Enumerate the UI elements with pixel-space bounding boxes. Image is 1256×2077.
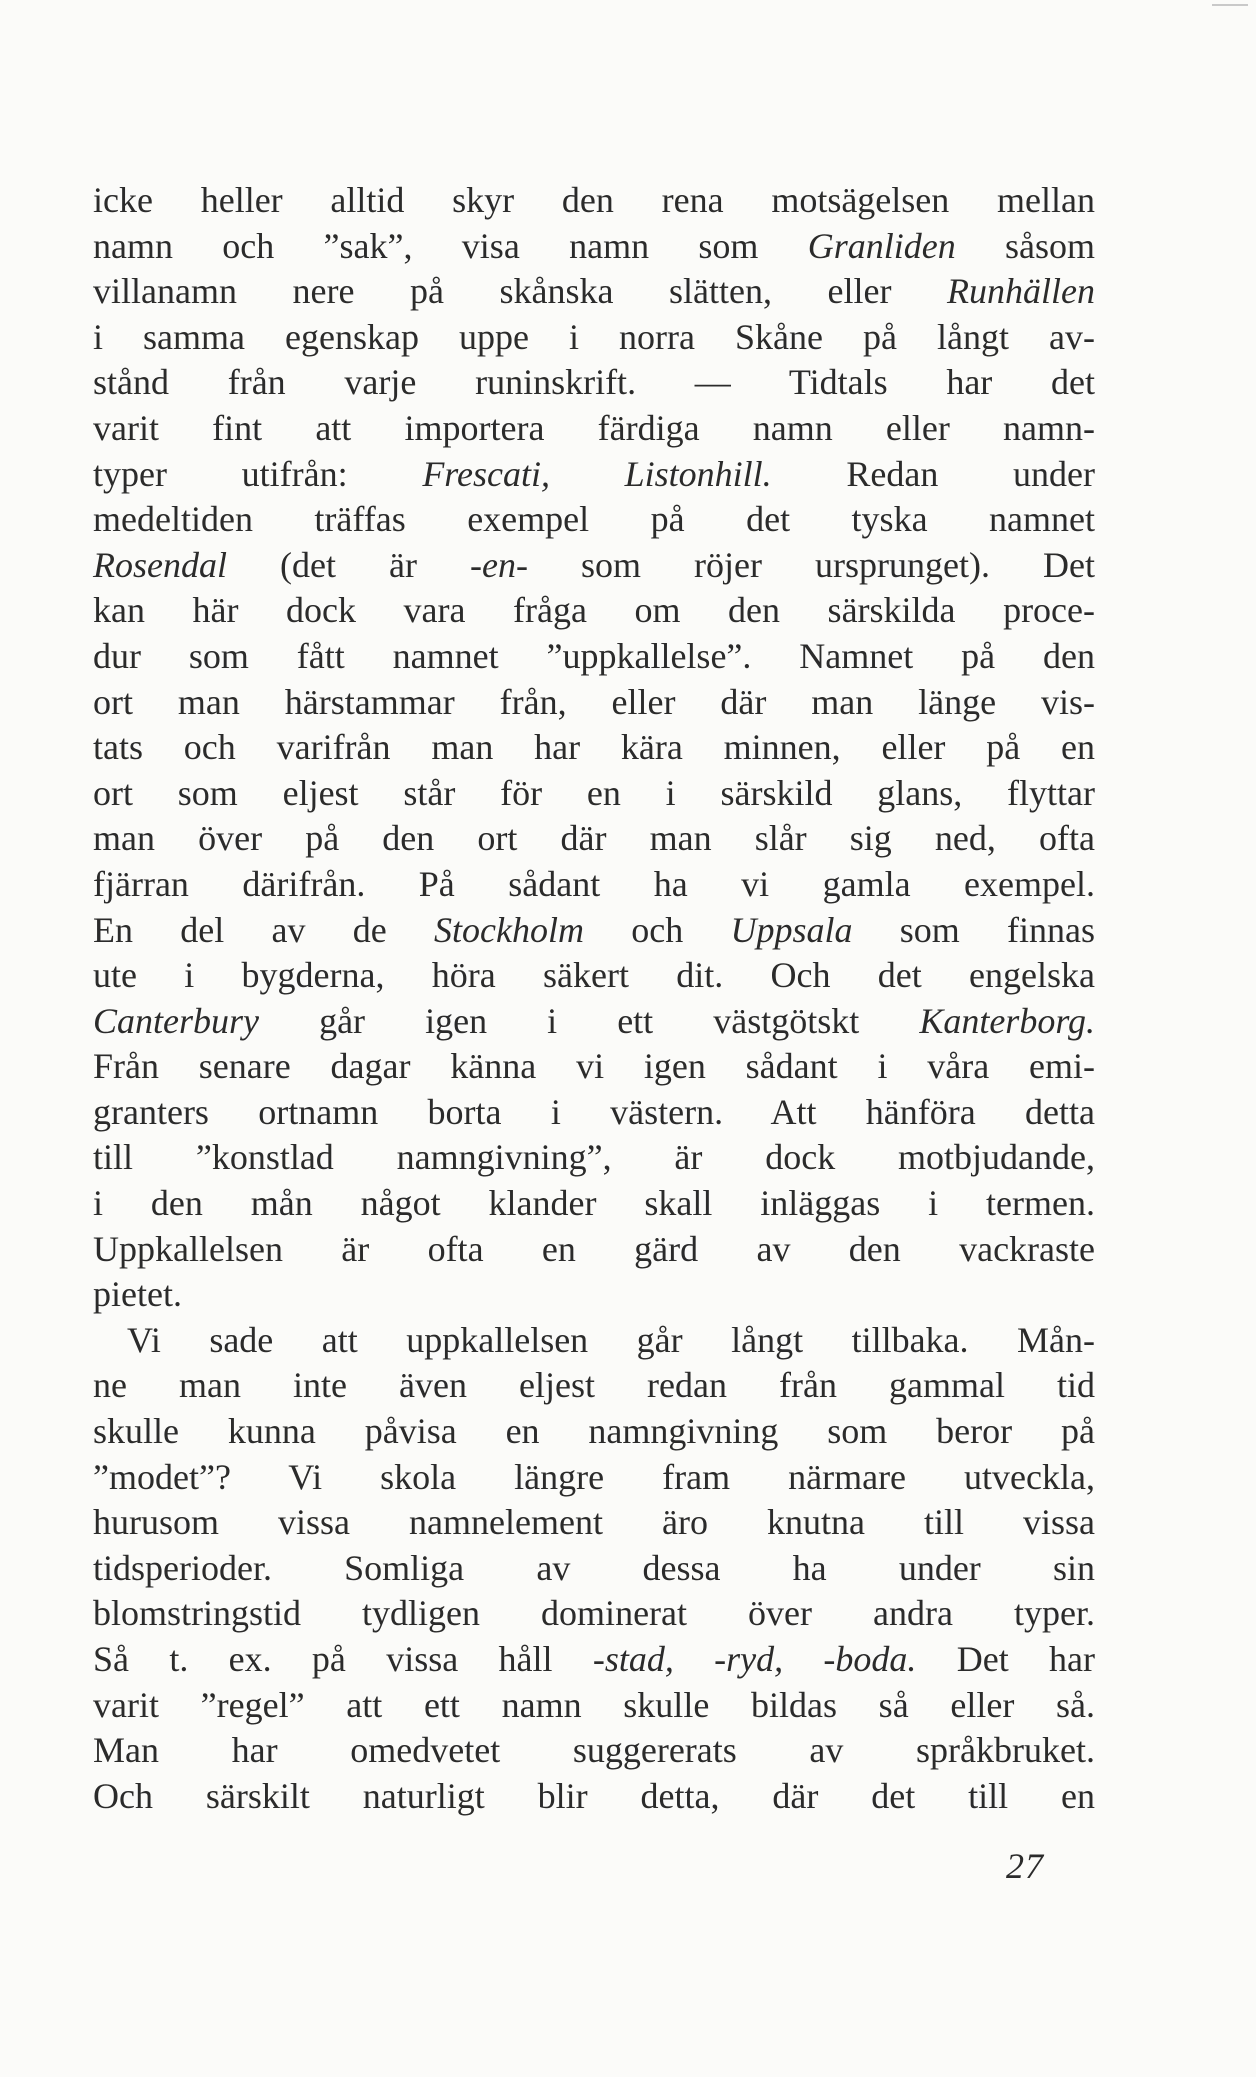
text-run: icke heller alltid skyr den rena motsägelsen mellan bbox=[93, 180, 1095, 220]
text-run: tidsperioder. Somliga av dessa ha under sin bbox=[93, 1547, 1095, 1588]
text-line bbox=[93, 862, 1095, 908]
italic-term: -en- bbox=[470, 544, 528, 585]
text-line bbox=[93, 1409, 1095, 1455]
text-line bbox=[93, 588, 1095, 634]
text-run: Uppkallelsen är ofta en gärd av den vackraste bbox=[93, 1228, 1095, 1269]
text-line bbox=[93, 1044, 1095, 1090]
text-run: Det har bbox=[916, 1639, 1095, 1679]
text-run: fjärran därifrån. På sådant ha vi gamla exempel. bbox=[93, 863, 1095, 904]
text-run: varit fint att importera färdiga namn eller namn- bbox=[93, 407, 1095, 448]
text-line bbox=[93, 908, 1095, 954]
text-line bbox=[93, 1728, 1095, 1774]
text-line bbox=[93, 1774, 1095, 1820]
text-line bbox=[93, 1181, 1095, 1227]
italic-term: Canterbury bbox=[93, 1000, 259, 1041]
text-line bbox=[93, 543, 1095, 589]
text-line bbox=[93, 816, 1095, 862]
italic-term: -stad, -ryd, -boda. bbox=[592, 1639, 917, 1679]
text-line bbox=[93, 771, 1095, 817]
text-line bbox=[93, 269, 1095, 315]
page-number: 27 bbox=[1006, 1846, 1044, 1886]
text-line bbox=[93, 999, 1095, 1045]
body-text bbox=[93, 178, 1095, 1819]
text-run: ne man inte även eljest redan från gammal tid bbox=[93, 1365, 1095, 1406]
text-line bbox=[93, 1455, 1095, 1501]
text-run: medeltiden träffas exempel på det tyska namnet bbox=[93, 499, 1095, 540]
text-line bbox=[93, 315, 1095, 361]
text-run: Så t. ex. på vissa håll bbox=[93, 1639, 593, 1679]
text-run: stånd från varje runinskrift. — Tidtals har det bbox=[93, 362, 1095, 403]
text-line bbox=[93, 634, 1095, 680]
text-line bbox=[93, 360, 1095, 406]
text-run: granters ortnamn borta i västern. Att hänföra detta bbox=[93, 1091, 1095, 1132]
text-line bbox=[93, 224, 1095, 270]
italic-term: Rosendal bbox=[93, 544, 227, 585]
text-run: typer utifrån: bbox=[93, 453, 423, 494]
text-run: blomstringstid tydligen dominerat över andra typer. bbox=[93, 1593, 1095, 1634]
text-line bbox=[93, 1637, 1095, 1683]
text-run: ute i bygderna, höra säkert dit. Och det engelska bbox=[93, 955, 1095, 996]
text-run: som röjer ursprunget). Det bbox=[527, 544, 1096, 585]
text-line bbox=[93, 452, 1095, 498]
text-line bbox=[93, 953, 1095, 999]
italic-term: Uppsala bbox=[730, 909, 853, 950]
text-line bbox=[93, 1591, 1095, 1637]
italic-term: Runhällen bbox=[947, 271, 1095, 312]
text-run: Vi sade att uppkallelsen går långt tillbaka. Mån- bbox=[127, 1319, 1095, 1360]
italic-term: Granliden bbox=[807, 225, 956, 266]
text-line bbox=[93, 1363, 1095, 1409]
text-run: till ”konstlad namngivning”, är dock motbjudande, bbox=[93, 1137, 1095, 1178]
text-run: Från senare dagar känna vi igen sådant i våra emi- bbox=[93, 1046, 1095, 1087]
text-run: går igen i ett västgötskt bbox=[259, 1000, 920, 1041]
text-run: dur som fått namnet ”uppkallelse”. Namnet på den bbox=[93, 635, 1095, 676]
text-line bbox=[93, 1272, 1095, 1318]
text-run: i samma egenskap uppe i norra Skåne på långt av- bbox=[93, 316, 1095, 357]
text-line bbox=[93, 406, 1095, 452]
text-line bbox=[93, 680, 1095, 726]
text-run: namn och ”sak”, visa namn som bbox=[93, 225, 808, 266]
text-run: kan här dock vara fråga om den särskilda proce- bbox=[93, 590, 1095, 631]
text-line bbox=[93, 497, 1095, 543]
text-line bbox=[93, 1683, 1095, 1729]
text-run: ort som eljest står för en i särskild glans, flyttar bbox=[93, 772, 1095, 813]
text-line bbox=[93, 1090, 1095, 1136]
text-line bbox=[93, 1227, 1095, 1273]
text-line bbox=[93, 1546, 1095, 1592]
text-run: tats och varifrån man har kära minnen, eller på en bbox=[93, 727, 1095, 768]
text-run: Redan under bbox=[771, 453, 1095, 494]
text-run: ”modet”? Vi skola längre fram närmare utveckla, bbox=[93, 1456, 1095, 1497]
text-run: i den mån något klander skall inläggas i termen. bbox=[93, 1183, 1095, 1224]
text-run: Och särskilt naturligt blir detta, där det till en bbox=[93, 1775, 1095, 1816]
text-run: som finnas bbox=[852, 909, 1095, 950]
italic-term: Stockholm bbox=[433, 909, 584, 950]
text-run: såsom bbox=[955, 225, 1096, 266]
italic-term: Frescati, Listonhill. bbox=[422, 453, 772, 494]
text-line bbox=[93, 178, 1095, 224]
italic-term: Kanterborg. bbox=[919, 1000, 1095, 1041]
text-run: skulle kunna påvisa en namngivning som beror på bbox=[93, 1411, 1095, 1452]
text-run: och bbox=[583, 909, 731, 950]
text-run: hurusom vissa namnelement äro knutna till vissa bbox=[93, 1502, 1095, 1543]
text-line bbox=[93, 725, 1095, 771]
text-line bbox=[93, 1135, 1095, 1181]
text-line bbox=[93, 1318, 1095, 1364]
text-run: man över på den ort där man slår sig ned, ofta bbox=[93, 818, 1095, 859]
text-line bbox=[93, 1500, 1095, 1546]
text-run: Man har omedvetet suggererats av språkbruket. bbox=[93, 1730, 1095, 1771]
scan-mark bbox=[1212, 4, 1248, 6]
text-run: En del av de bbox=[93, 909, 434, 950]
text-run: varit ”regel” att ett namn skulle bildas så eller så. bbox=[93, 1684, 1095, 1725]
text-run: villanamn nere på skånska slätten, eller bbox=[93, 271, 948, 312]
text-run: (det är bbox=[226, 544, 471, 585]
text-run: ort man härstammar från, eller där man länge vis- bbox=[93, 681, 1095, 722]
text-run: pietet. bbox=[93, 1274, 182, 1315]
